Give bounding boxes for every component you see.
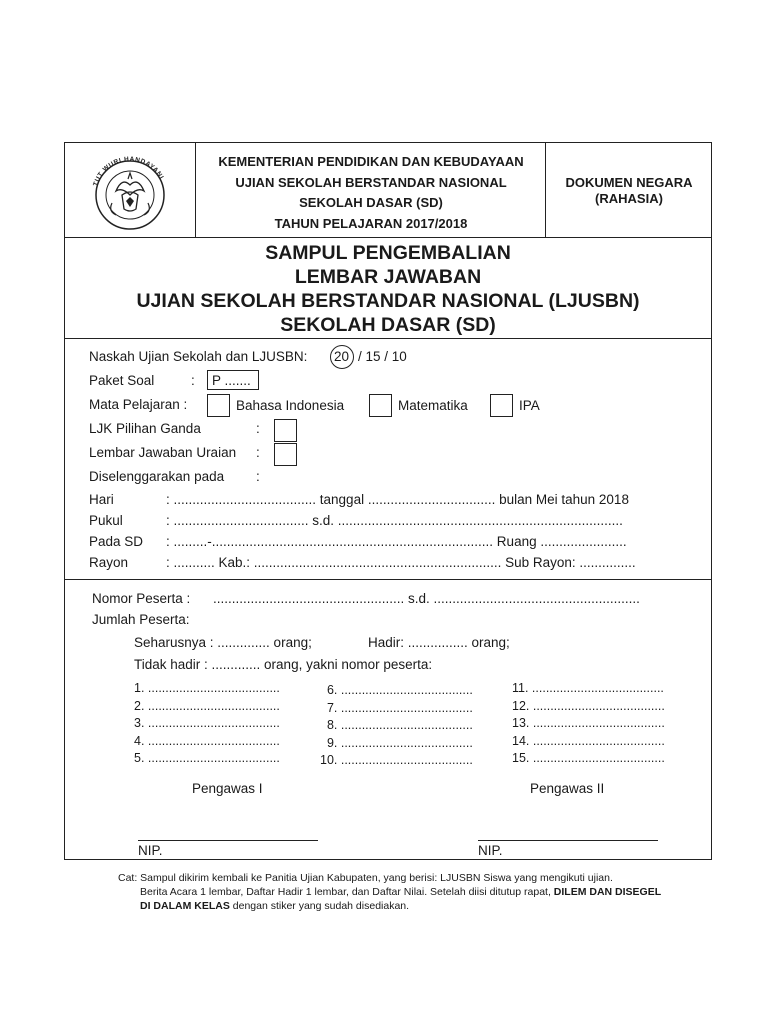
pengawas-2-label: Pengawas II [530,781,605,796]
tut-wuri-handayani-logo [82,151,178,231]
list-item: 13. ...................................... [512,716,665,730]
signature-line-2 [478,840,658,841]
list-item: 15. ...................................... [512,751,665,765]
note-line-2 [140,886,661,898]
pengawas-1-label: Pengawas I [192,781,263,796]
title-line-4: SEKOLAH DASAR (SD) [280,314,496,336]
classification [547,175,711,207]
nomor-peserta-label: Nomor Peserta : [92,591,191,606]
list-item: 5. ...................................... [134,751,280,765]
hari-label: Hari [89,492,114,507]
title-line-1: SAMPUL PENGEMBALIAN [265,242,511,264]
nip-2-label: NIP. [478,843,503,858]
absent-list-col-3 [512,680,665,768]
classification-line-1: DOKUMEN NEGARA [565,175,693,190]
note-line-3-plain: dengan stiker yang sudah disediakan. [229,900,410,912]
header-line-year: TAHUN PELAJARAN 2017/2018 [274,215,468,231]
jumlah-peserta-label: Jumlah Peserta: [92,612,190,627]
list-item: 8. ...................................... [326,718,473,732]
note-line-1: Cat: Sampul dikirim kembali ke Panitia Ujian Kabupaten, yang berisi: LJUSBN Siswa yang mengikuti ujian. [118,872,613,884]
option-bahasa-indonesia: Bahasa Indonesia [236,398,345,413]
option-ipa: IPA [519,398,540,413]
mapel-label: Mata Pelajaran : [89,397,188,412]
nip-1-label: NIP. [138,843,163,858]
checkbox-lembar-jawaban-uraian[interactable] [274,443,297,466]
checkbox-bahasa-indonesia[interactable] [207,394,230,417]
option-matematika: Matematika [398,398,468,413]
uraian-colon: : [256,445,260,460]
title-line-2: LEMBAR JAWABAN [294,266,482,288]
classification-line-2: (RAHASIA) [595,191,663,206]
header-text [197,152,545,234]
absent-list-col-2 [320,682,473,770]
list-item: 9. ...................................... [326,735,473,750]
rayon-value: : ........... Kab.: .................................................................. Sub Rayon: ............... [166,555,636,570]
list-item: 14. ...................................... [512,733,665,748]
rayon-label: Rayon [89,555,129,570]
absent-list-col-1 [134,680,280,768]
pukul-label: Pukul [89,513,123,528]
title-line-3: UJIAN SEKOLAH BERSTANDAR NASIONAL (LJUSBN) [136,290,640,312]
seharusnya: Seharusnya : .............. orang; [134,635,312,650]
list-item: 6. ...................................... [326,683,473,697]
checkbox-ljk-pilihan-ganda[interactable] [274,419,297,442]
logo-divider [195,142,196,238]
signature-line-1 [138,840,318,841]
nomor-peserta-value: ................................................... s.d. ....................................................... [213,591,640,606]
list-item: 3. ...................................... [134,716,280,730]
ljk-colon: : [256,421,260,436]
note-line-2-bold: DILEM DAN DISEGEL [553,886,662,898]
paket-colon: : [191,373,195,388]
naskah-code-1: 20 [334,349,350,364]
checkbox-matematika[interactable] [369,394,392,417]
info-divider [64,579,712,580]
naskah-code-rest: / 15 / 10 [358,349,407,364]
header-line-ministry: KEMENTERIAN PENDIDIKAN DAN KEBUDAYAAN [218,154,524,169]
diselenggarakan-colon: : [256,469,260,484]
list-item: 12. ...................................... [512,698,665,713]
header-divider [64,237,712,238]
ljk-label: LJK Pilihan Ganda [89,421,201,436]
header-line-school: SEKOLAH DASAR (SD) [299,195,443,210]
pukul-value: : .................................... s.d. ............................................................................ [166,513,623,528]
paket-label: Paket Soal [89,373,155,388]
list-item: 2. ...................................... [134,698,280,713]
naskah-label: Naskah Ujian Sekolah dan LJUSBN: [89,349,308,364]
uraian-label: Lembar Jawaban Uraian [89,445,237,460]
paket-value: P ....... [212,373,251,388]
diselenggarakan-label: Diselenggarakan pada [89,469,225,484]
padasd-label: Pada SD [89,534,144,549]
list-item: 11. ...................................... [512,681,664,695]
note-line-2-plain: Berita Acara 1 lembar, Daftar Hadir 1 lembar, dan Daftar Nilai. Setelah diisi ditutup rapat, [140,886,554,898]
note-line-3 [140,900,409,912]
tidak-hadir: Tidak hadir : ............. orang, yakni nomor peserta: [134,657,433,672]
checkbox-ipa[interactable] [490,394,513,417]
classification-divider [545,142,546,238]
list-item: 10. ...................................... [320,753,473,767]
padasd-value: : .........-........................................................................... Ruang ....................... [166,534,627,549]
hadir: Hadir: ................ orang; [368,635,510,650]
list-item: 1. ...................................... [134,681,280,695]
note-line-3-bold: DI DALAM KELAS [140,900,230,912]
header-line-exam: UJIAN SEKOLAH BERSTANDAR NASIONAL [235,174,507,190]
list-item: 7. ...................................... [326,700,473,715]
hari-value: : ...................................... tanggal .................................. bulan Mei tahun 2018 [166,492,629,507]
title-divider [64,338,712,339]
list-item: 4. ...................................... [134,733,280,748]
svg-text:TUT WURI HANDAYANI: TUT WURI HANDAYANI [92,155,165,188]
